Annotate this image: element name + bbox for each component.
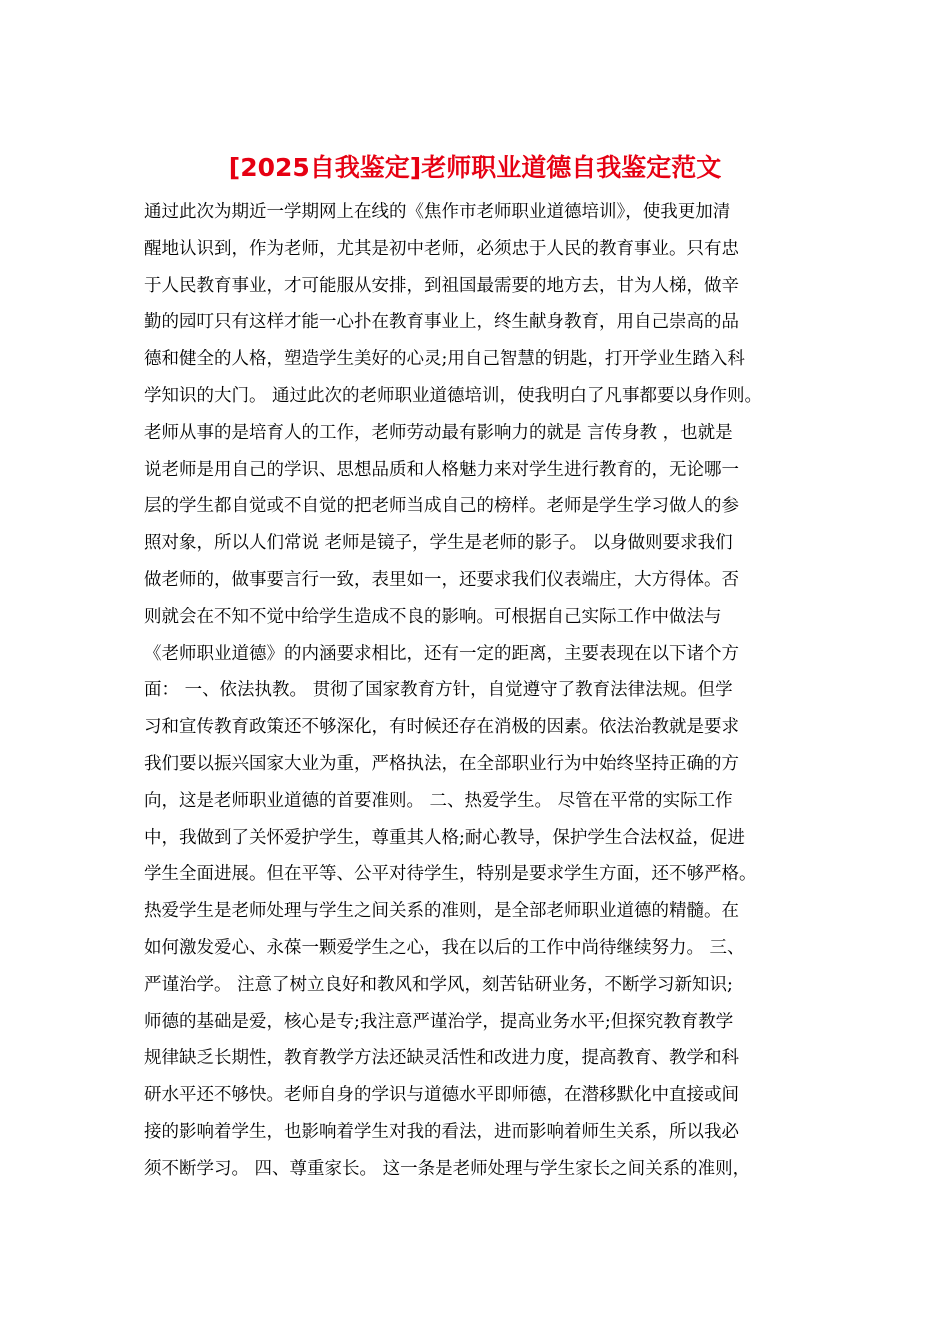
paragraph-line: 学知识的大门。 通过此次的老师职业道德培训，使我明白了凡事都要以身作则。 [144, 385, 763, 406]
paragraph-line: 中，我做到了关怀爱护学生，尊重其人格;耐心教导，保护学生合法权益，促进 [144, 827, 745, 848]
paragraph-line: 热爱学生是老师处理与学生之间关系的准则，是全部老师职业道德的精髓。在 [144, 901, 739, 922]
paragraph-line: 如何激发爱心、永葆一颗爱学生之心，我在以后的工作中尚待继续努力。 三、 [144, 937, 745, 958]
paragraph-line: 做老师的，做事要言行一致，表里如一，还要求我们仪表端庄，大方得体。否 [144, 569, 739, 590]
document-body [144, 194, 824, 1188]
paragraph-line: 规律缺乏长期性，教育教学方法还缺灵活性和改进力度，提高教育、教学和科 [144, 1048, 739, 1069]
paragraph-line: 研水平还不够快。老师自身的学识与道德水平即师德，在潜移默化中直接或间 [144, 1085, 739, 1106]
paragraph-line: 向，这是老师职业道德的首要准则。 二、热爱学生。 尽管在平常的实际工作 [144, 790, 733, 811]
paragraph-line: 德和健全的人格，塑造学生美好的心灵;用自己智慧的钥匙，打开学业生踏入科 [144, 349, 745, 370]
paragraph-line: 我们要以振兴国家大业为重，严格执法，在全部职业行为中始终坚持正确的方 [144, 753, 739, 774]
paragraph-line: 接的影响着学生，也影响着学生对我的看法，进而影响着师生关系，所以我必 [144, 1121, 739, 1142]
paragraph-line: 通过此次为期近一学期网上在线的《焦作市老师职业道德培训》，使我更加清 [144, 202, 731, 222]
paragraph-line: 照对象，所以人们常说 老师是镜子，学生是老师的影子。 以身做则要求我们 [144, 533, 733, 554]
paragraph-line: 严谨治学。 注意了树立良好和教风和学风，刻苦钻研业务，不断学习新知识; [144, 974, 733, 995]
paragraph-line: 则就会在不知不觉中给学生造成不良的影响。可根据自己实际工作中做法与 [144, 606, 722, 627]
paragraph-line: 面： 一、依法执教。 贯彻了国家教育方针，自觉遵守了教育法律法规。但学 [144, 680, 733, 701]
paragraph-line: 勤的园叮只有这样才能一心扑在教育事业上，终生献身教育，用自己崇高的品 [144, 312, 739, 333]
paragraph-line: 师德的基础是爱，核心是专;我注意严谨治学，提高业务水平;但探究教育教学 [144, 1011, 734, 1032]
paragraph-line: 老师从事的是培育人的工作，老师劳动最有影响力的就是 言传身教 ，也就是 [144, 422, 733, 443]
paragraph-line: 醒地认识到，作为老师，尤其是初中老师，必须忠于人民的教育事业。只有忠 [144, 238, 739, 259]
paragraph-line: 《老师职业道德》的内涵要求相比，还有一定的距离，主要表现在以下诸个方 [144, 643, 739, 664]
paragraph-line: 于人民教育事业，才可能服从安排，到祖国最需要的地方去，甘为人梯，做辛 [144, 275, 739, 296]
paragraph-line: 说老师是用自己的学识、思想品质和人格魅力来对学生进行教育的，无论哪一 [144, 459, 739, 480]
paragraph-line: 学生全面进展。但在平等、公平对待学生，特别是要求学生方面，还不够严格。 [144, 864, 757, 885]
paragraph-line: 习和宣传教育政策还不够深化，有时候还存在消极的因素。依法治教就是要求 [144, 717, 739, 738]
document-title: [2025自我鉴定]老师职业道德自我鉴定范文 [228, 153, 722, 182]
paragraph-line: 层的学生都自觉或不自觉的把老师当成自己的榜样。老师是学生学习做人的参 [144, 496, 739, 517]
paragraph-line: 须不断学习。 四、尊重家长。 这一条是老师处理与学生家长之间关系的准则， [144, 1158, 751, 1179]
